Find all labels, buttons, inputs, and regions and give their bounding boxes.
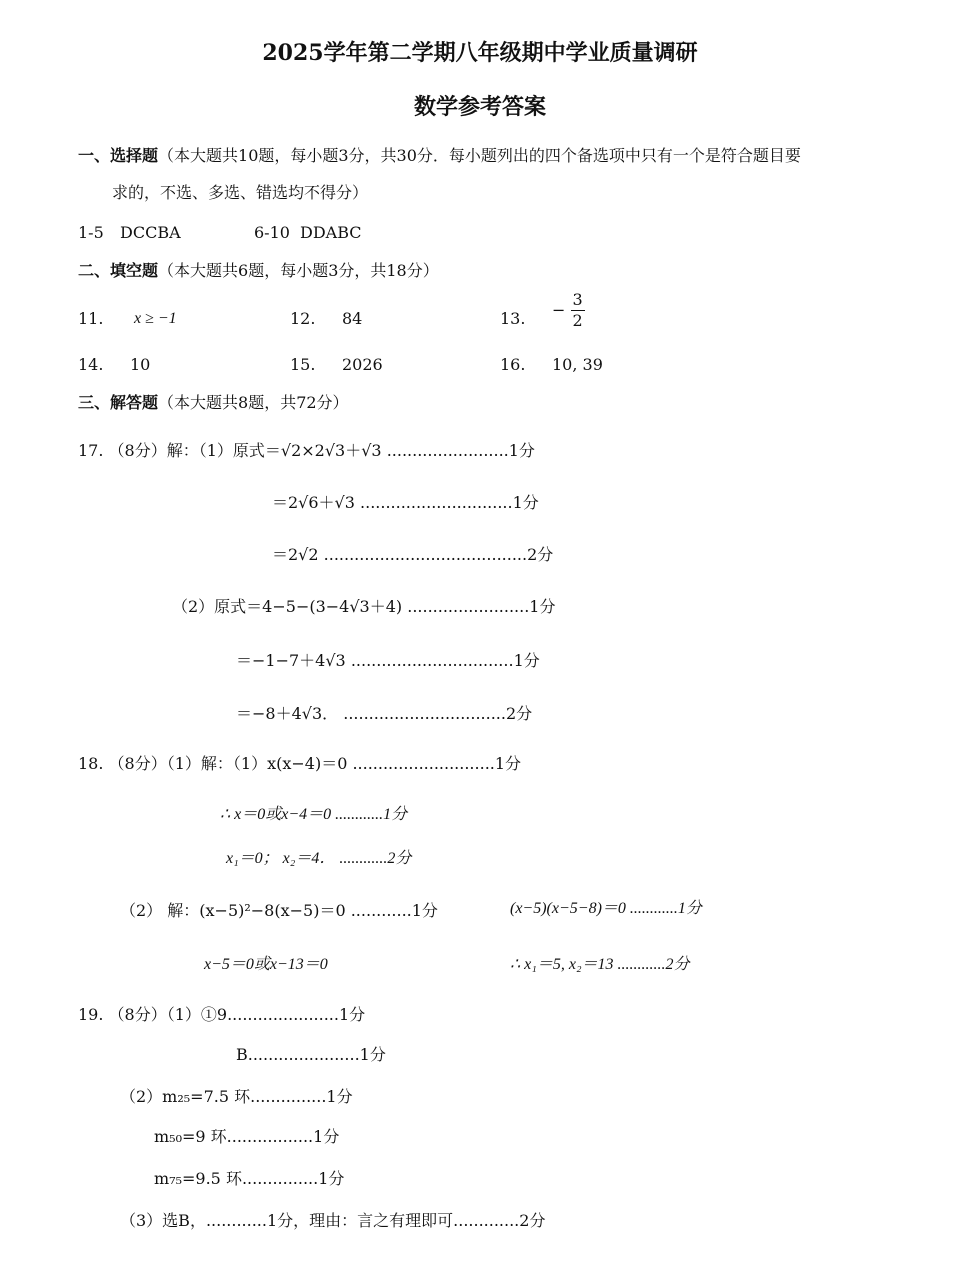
section1-answers-b: DDABC bbox=[300, 223, 362, 242]
q18-line-4b: (x−5)(x−5−8)＝0 ............1分 bbox=[510, 900, 702, 917]
section1-desc-b: 求的，不选、多选、错选均不得分） bbox=[112, 183, 369, 202]
section3-heading-line bbox=[78, 392, 349, 414]
q19-line-1: 19. （8分）（1）①9......................1分 bbox=[78, 1005, 366, 1024]
section2-desc: （本大题共6题，每小题3分，共18分） bbox=[158, 261, 439, 280]
q18-line-3: x₁＝0； x₂＝4． ............2分 bbox=[226, 850, 412, 867]
q16-number: 16. bbox=[500, 355, 526, 374]
q17-line-5: ＝−1−7＋4√3 ................................1分 bbox=[236, 651, 540, 670]
q18-line-2: ∴ x＝0或x−4＝0 ............1分 bbox=[220, 806, 408, 823]
section1-answers-a: DCCBA bbox=[120, 223, 181, 242]
q13-numerator: 3 bbox=[572, 290, 583, 309]
q15-answer: 2026 bbox=[342, 355, 383, 374]
q19-line-3: （2）m₂₅=7.5 环...............1分 bbox=[120, 1087, 353, 1106]
q13-number: 13. bbox=[500, 309, 526, 328]
section1-heading-line bbox=[78, 145, 801, 167]
q13-denominator: 2 bbox=[572, 311, 583, 330]
q18-line-5a: x−5＝0或x−13＝0 bbox=[204, 956, 328, 973]
section1-heading: 一、选择题 bbox=[78, 146, 159, 165]
section3-desc: （本大题共8题，共72分） bbox=[158, 393, 349, 412]
q14-number: 14. bbox=[78, 355, 104, 374]
q17-line-3: ＝2√2 ........................................2分 bbox=[272, 545, 554, 564]
page-title: 2025学年第二学期八年级期中学业质量调研 bbox=[262, 40, 698, 66]
section1-answers-a-label: 1-5 bbox=[78, 223, 104, 242]
q18-line-5b: ∴ x₁＝5, x₂＝13 ............2分 bbox=[510, 956, 690, 973]
q19-line-4: m₅₀=9 环.................1分 bbox=[154, 1127, 340, 1146]
q11-number: 11. bbox=[78, 309, 104, 328]
q15-number: 15. bbox=[290, 355, 316, 374]
section3-heading: 三、解答题 bbox=[78, 393, 159, 412]
q14-answer: 10 bbox=[130, 355, 151, 374]
q17-line-1: 17. （8分）解：（1）原式＝√2×2√3＋√3 ........................1分 bbox=[78, 441, 535, 460]
q17-line-4: （2）原式＝4−5−(3−4√3＋4) ........................1分 bbox=[172, 597, 556, 616]
q11-answer: x ≥ −1 bbox=[134, 310, 177, 327]
q19-line-2: B......................1分 bbox=[236, 1045, 386, 1064]
q13-answer bbox=[552, 290, 585, 346]
q17-line-6: ＝−8＋4√3． ................................2分 bbox=[236, 704, 533, 723]
q19-line-6: （3）选B，............1分，理由：言之有理即可.............2分 bbox=[120, 1211, 546, 1230]
q17-line-2: ＝2√6＋√3 ..............................1分 bbox=[272, 493, 539, 512]
q12-number: 12. bbox=[290, 309, 316, 328]
q12-answer: 84 bbox=[342, 309, 363, 328]
section2-heading-line bbox=[78, 260, 439, 282]
section1-answers-b-label: 6-10 bbox=[254, 223, 290, 242]
q13-sign: − bbox=[552, 300, 566, 320]
q13-fraction bbox=[571, 290, 585, 331]
q18-line-4a: （2） 解：(x−5)²−8(x−5)＝0 ............1分 bbox=[120, 901, 438, 920]
q19-line-5: m₇₅=9.5 环...............1分 bbox=[154, 1169, 345, 1188]
q18-line-1: 18. （8分）（1）解：（1）x(x−4)＝0 ............................1分 bbox=[78, 754, 522, 773]
q16-answer: 10, 39 bbox=[552, 355, 603, 374]
section1-desc-a: （本大题共10题，每小题3分，共30分．每小题列出的四个备选项中只有一个是符合题目要 bbox=[158, 146, 801, 165]
page-subtitle: 数学参考答案 bbox=[413, 94, 546, 120]
section2-heading: 二、填空题 bbox=[78, 261, 159, 280]
